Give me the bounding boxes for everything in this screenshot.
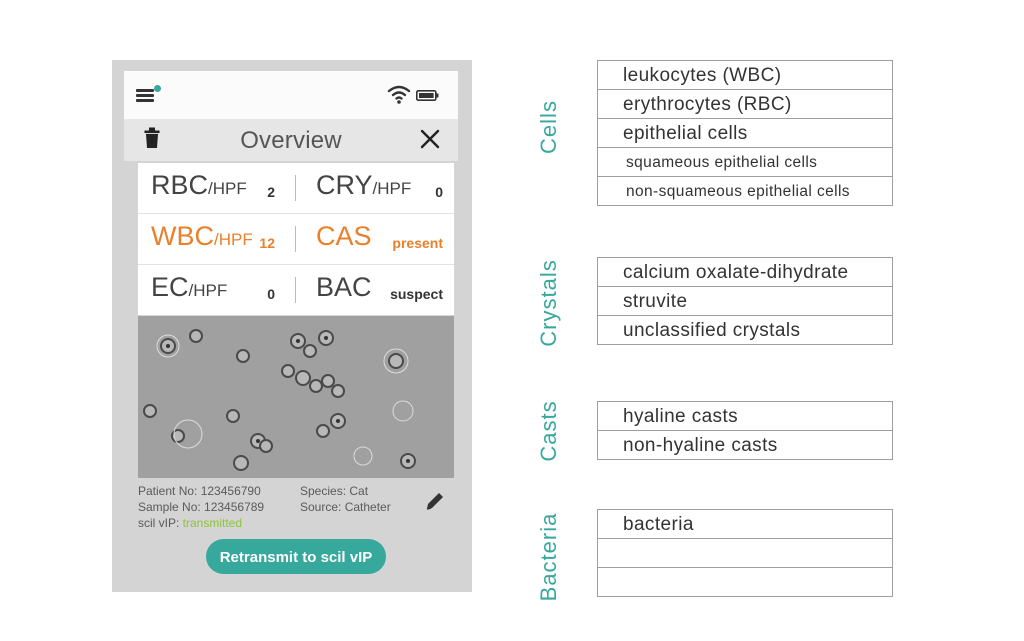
result-cell[interactable] <box>138 214 295 264</box>
result-abbr: BAC <box>316 272 372 302</box>
result-unit: /HPF <box>208 179 247 198</box>
category-item: non-squameous epithelial cells <box>598 177 892 206</box>
result-cell[interactable] <box>138 163 295 213</box>
result-value: present <box>392 235 443 251</box>
result-abbr: WBC <box>151 221 214 251</box>
retransmit-button[interactable]: Retransmit to scil vIP <box>206 539 386 574</box>
category-item: hyaline casts <box>598 402 892 431</box>
category-group-cells <box>597 60 893 206</box>
category-item: bacteria <box>598 510 892 539</box>
category-item: calcium oxalate-dihydrate <box>598 258 892 287</box>
result-unit: /HPF <box>188 281 228 300</box>
result-abbr: RBC <box>151 170 209 200</box>
patient-number: Patient No: 123456790 <box>138 484 261 498</box>
result-row <box>138 265 454 315</box>
result-value: 0 <box>435 184 443 200</box>
microscope-cells <box>138 316 454 478</box>
status-badge: transmitted <box>182 516 243 530</box>
result-cell[interactable] <box>296 214 454 264</box>
category-item: epithelial cells <box>598 119 892 148</box>
category-group-bacteria <box>597 509 893 597</box>
pencil-icon[interactable] <box>424 490 446 512</box>
category-label-casts: Casts <box>536 400 561 462</box>
wifi-icon <box>386 82 412 106</box>
sample-number: Sample No: 123456789 <box>138 500 265 514</box>
status-bar <box>124 71 458 119</box>
result-abbr: EC <box>151 272 189 302</box>
page-title: Overview <box>240 127 342 154</box>
category-item <box>598 568 892 597</box>
result-unit: /HPF <box>372 179 412 198</box>
result-cell[interactable] <box>296 163 454 213</box>
category-label-crystals: Crystals <box>536 259 561 347</box>
category-item: unclassified crystals <box>598 316 892 345</box>
microscope-image <box>138 316 454 478</box>
result-value: 12 <box>259 235 275 251</box>
category-item: erythrocytes (RBC) <box>598 90 892 119</box>
battery-icon <box>416 90 439 101</box>
result-cell[interactable] <box>296 265 454 315</box>
category-group-crystals <box>597 257 893 345</box>
result-abbr: CRY <box>316 170 373 200</box>
result-value: 0 <box>267 286 275 302</box>
species: Species: Cat <box>300 484 369 498</box>
results-card <box>138 163 454 315</box>
overview-header <box>124 119 458 161</box>
result-unit: /HPF <box>214 230 253 249</box>
transmit-status <box>138 516 242 530</box>
category-item <box>598 539 892 568</box>
category-label-bacteria: Bacteria <box>536 512 561 602</box>
menu-icon[interactable] <box>136 84 160 106</box>
category-item: non-hyaline casts <box>598 431 892 460</box>
close-icon[interactable] <box>419 128 441 150</box>
result-cell[interactable] <box>138 265 295 315</box>
category-item: leukocytes (WBC) <box>598 61 892 90</box>
result-value: 2 <box>267 184 275 200</box>
result-value: suspect <box>390 286 443 302</box>
result-row <box>138 163 454 214</box>
device-screen <box>112 60 472 592</box>
category-label-cells: Cells <box>536 100 561 154</box>
scil-label: scil vIP: <box>138 516 183 530</box>
category-group-casts <box>597 401 893 460</box>
result-abbr: CAS <box>316 221 372 251</box>
category-item: squameous epithelial cells <box>598 148 892 177</box>
notification-dot <box>154 85 161 92</box>
source: Source: Catheter <box>300 500 391 514</box>
category-item: struvite <box>598 287 892 316</box>
result-row <box>138 214 454 265</box>
